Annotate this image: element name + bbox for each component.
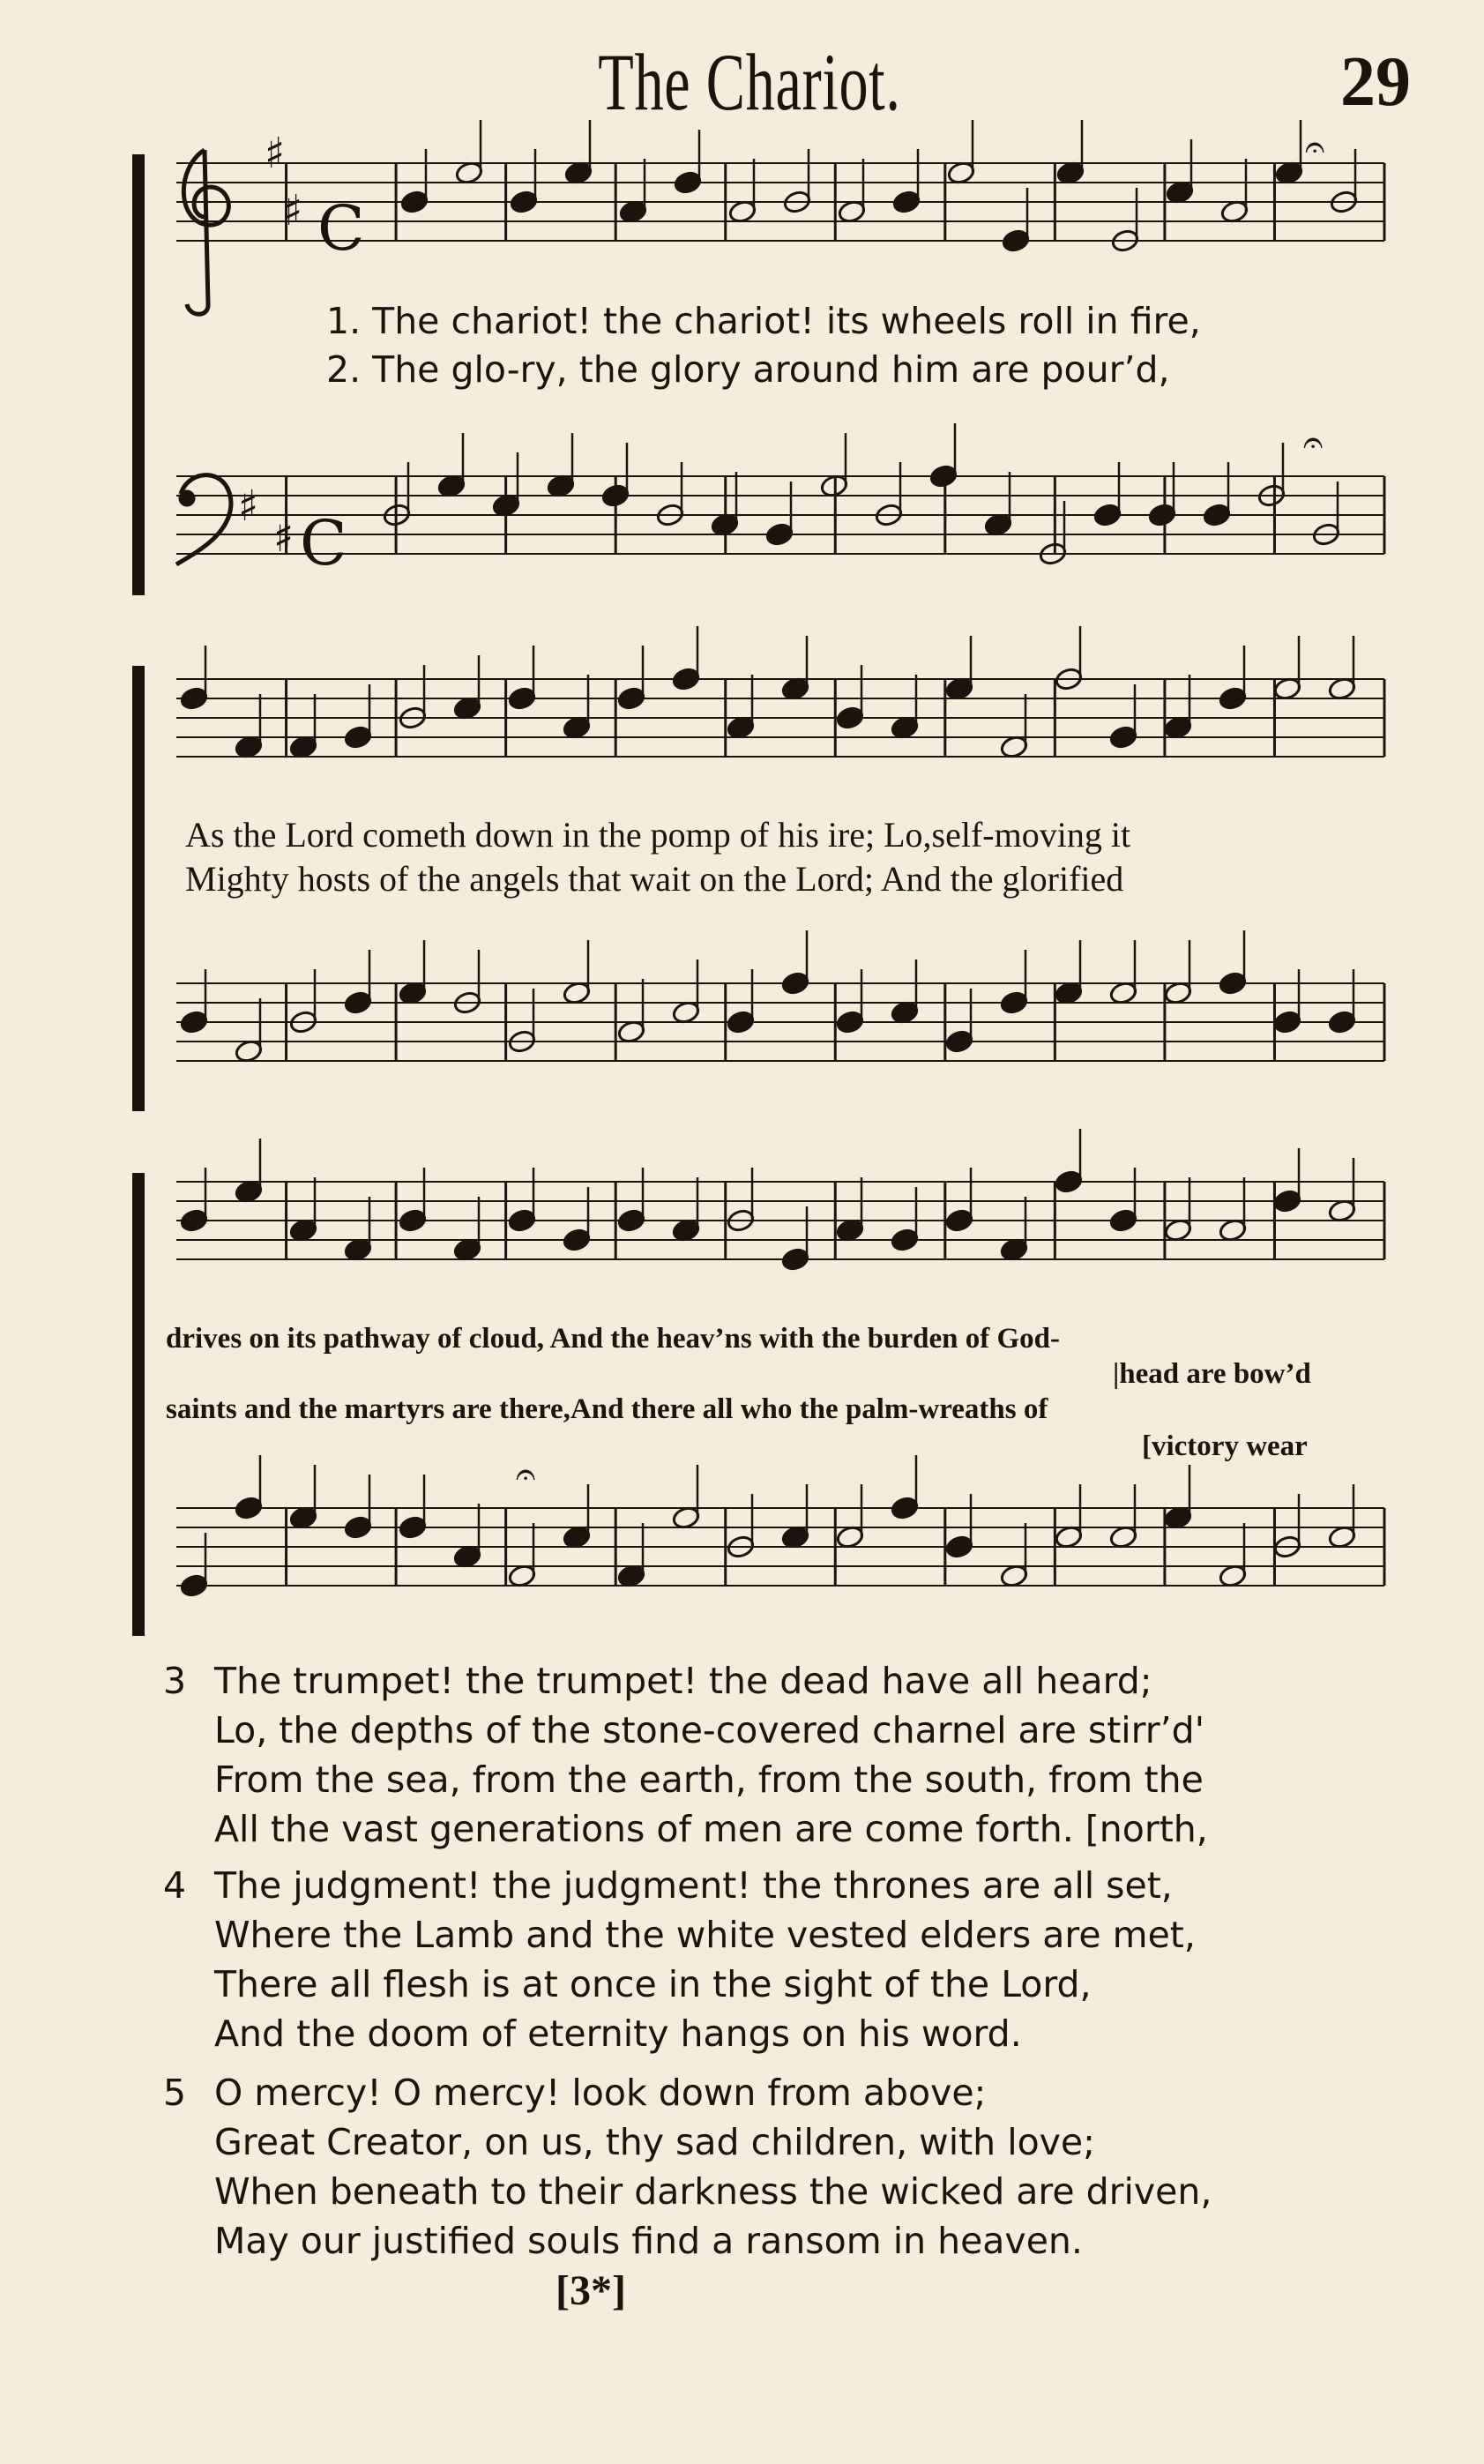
note-head xyxy=(1054,981,1083,1005)
note-head xyxy=(710,512,739,537)
note-head xyxy=(1147,503,1176,527)
note-head xyxy=(944,1029,973,1054)
note-head xyxy=(436,474,466,498)
verse-line: Where the Lamb and the white vested elders are met, xyxy=(214,1914,1196,1956)
note-head xyxy=(1218,971,1247,996)
note-head xyxy=(999,990,1028,1015)
note-head xyxy=(616,1019,645,1044)
note-head xyxy=(1163,1218,1192,1243)
note-head xyxy=(562,1228,591,1252)
system-braces xyxy=(132,154,145,1636)
note-head xyxy=(890,1496,919,1520)
note-head xyxy=(1092,503,1122,527)
note-head xyxy=(1163,981,1192,1005)
note-head xyxy=(1327,1010,1356,1034)
note-head xyxy=(343,990,372,1015)
note-head xyxy=(1327,676,1356,701)
verse-line: The judgment! the judgment! the thrones are all set, xyxy=(214,1864,1173,1907)
note-head xyxy=(999,1564,1028,1588)
note-head xyxy=(671,1218,700,1243)
note-head xyxy=(546,474,575,498)
note-head xyxy=(1163,715,1192,740)
verse-line: Great Creator, on us, thy sad children, with love; xyxy=(214,2121,1095,2163)
note-head xyxy=(1108,981,1137,1005)
note-head xyxy=(837,199,866,224)
note-head xyxy=(1108,1208,1137,1233)
note-head xyxy=(288,735,317,759)
verse-line: May our justified souls find a ransom in heaven. xyxy=(214,2220,1083,2262)
note-head xyxy=(780,1525,809,1549)
verse-line: All the vast generations of men are come forth. [north, xyxy=(214,1808,1208,1850)
note-head xyxy=(944,1534,973,1559)
verse-line: From the sea, from the earth, from the south, from the xyxy=(214,1758,1204,1801)
note-head xyxy=(507,686,536,711)
page-title: The Chariot. xyxy=(598,37,901,127)
note-head xyxy=(1272,676,1301,701)
note-head xyxy=(671,1505,700,1530)
note-head xyxy=(234,1179,263,1204)
note-head xyxy=(507,1208,536,1233)
note-head xyxy=(835,1525,864,1549)
note-head xyxy=(671,667,700,691)
note-head xyxy=(890,1000,919,1025)
note-head xyxy=(399,190,429,214)
note-head xyxy=(1272,1010,1301,1034)
note-head xyxy=(780,971,809,996)
note-head xyxy=(452,1237,481,1262)
note-head xyxy=(946,161,975,185)
fermata-icon: 𝄐 xyxy=(516,1454,536,1495)
sharp-icon: ♯ xyxy=(282,186,303,235)
verse-line: The trumpet! the trumpet! the dead have all heard; xyxy=(214,1660,1152,1702)
system2-lyric-verse1: As the Lord cometh down in the pomp of his ire; Lo,self-moving it xyxy=(185,815,1131,855)
note-head xyxy=(890,715,919,740)
note-head xyxy=(1001,228,1030,253)
note-head xyxy=(452,696,481,721)
note-head xyxy=(234,735,263,759)
system2-bracket xyxy=(132,666,145,1111)
sharp-icon: ♯ xyxy=(273,512,295,562)
note-head xyxy=(1218,686,1247,711)
fermata-icon: 𝄐 xyxy=(1303,422,1324,463)
note-head xyxy=(1108,725,1137,750)
system3-lyric-verse2: saints and the martyrs are there,And there all who the palm-wreaths of xyxy=(166,1393,1048,1425)
bass-clef-icon xyxy=(176,475,231,564)
note-head xyxy=(179,1010,208,1034)
note-head xyxy=(288,1218,317,1243)
system2-lyric-verse2: Mighty hosts of the angels that wait on the Lord; And the glorified xyxy=(185,859,1124,899)
treble-clef-icon xyxy=(183,150,228,314)
note-head xyxy=(999,1237,1028,1262)
verse-line: O mercy! O mercy! look down from above; xyxy=(214,2072,987,2114)
note-head xyxy=(726,715,755,740)
note-head xyxy=(983,512,1012,537)
verse-line: When beneath to their darkness the wicked are driven, xyxy=(214,2170,1212,2213)
note-head xyxy=(454,161,483,185)
note-head xyxy=(398,1515,427,1540)
note-head xyxy=(398,1208,427,1233)
note-head xyxy=(343,725,372,750)
note-head xyxy=(1202,503,1231,527)
system3-lyric-verse1: drives on its pathway of cloud, And the heav’ns with the burden of God- xyxy=(166,1323,1060,1355)
bass-clef-dot-icon xyxy=(181,492,193,504)
sharp-icon: ♯ xyxy=(265,129,286,178)
note-head xyxy=(835,706,864,730)
note-head xyxy=(726,1010,755,1034)
note-head xyxy=(618,199,647,224)
system1-lyric-verse1: 1. The chariot! the chariot! its wheels roll in fire, xyxy=(326,300,1201,342)
fermata-icon: 𝄐 xyxy=(1305,127,1325,168)
note-head xyxy=(1219,199,1249,224)
note-head xyxy=(398,981,427,1005)
note-head xyxy=(1054,1525,1083,1549)
note-head xyxy=(890,1228,919,1252)
note-head xyxy=(1272,1189,1301,1213)
note-head xyxy=(673,170,702,195)
note-head xyxy=(1108,1525,1137,1549)
note-head xyxy=(179,1573,208,1598)
sharp-icon: ♯ xyxy=(238,482,259,531)
note-head xyxy=(616,686,645,711)
note-head xyxy=(780,676,809,701)
note-head xyxy=(780,1247,809,1272)
verse-line: There all flesh is at once in the sight of the Lord, xyxy=(214,1963,1092,2005)
note-head xyxy=(343,1515,372,1540)
system3-bracket xyxy=(132,1173,145,1636)
note-head xyxy=(616,1564,645,1588)
note-head xyxy=(835,1010,864,1034)
note-head xyxy=(1055,161,1085,185)
note-head xyxy=(1327,1198,1356,1223)
system1-lyric-verse2: 2. The glo-ry, the glory around him are pour’d, xyxy=(326,348,1170,391)
page-number: 29 xyxy=(1340,43,1411,121)
note-head xyxy=(562,981,591,1005)
note-head xyxy=(944,1208,973,1233)
signature-mark: [3*] xyxy=(556,2267,626,2314)
note-head xyxy=(234,1039,263,1064)
system3-lyric-verse1-turnover: |head are bow’d xyxy=(1113,1358,1311,1390)
note-head xyxy=(179,1208,208,1233)
clefs xyxy=(176,150,231,564)
note-head xyxy=(928,464,958,489)
note-head xyxy=(727,199,757,224)
verse-number: 5 xyxy=(163,2072,187,2114)
verse-number: 4 xyxy=(163,1864,187,1907)
note-head xyxy=(343,1237,372,1262)
common-time-icon: C xyxy=(300,507,347,579)
note-head xyxy=(1218,1564,1247,1588)
note-head xyxy=(491,493,520,518)
note-head xyxy=(999,735,1028,759)
system3-lyric-verse2-turnover: [victory wear xyxy=(1142,1430,1308,1462)
note-head xyxy=(179,686,208,711)
note-head xyxy=(1274,161,1303,185)
note-head xyxy=(764,522,794,547)
note-head xyxy=(1218,1218,1247,1243)
verse-number: 3 xyxy=(163,1660,187,1702)
system1-bracket xyxy=(132,154,145,595)
note-head xyxy=(671,1000,700,1025)
note-head xyxy=(562,715,591,740)
note-head xyxy=(944,676,973,701)
note-head xyxy=(452,1544,481,1569)
verse-line: And the doom of eternity hangs on his word. xyxy=(214,2012,1022,2055)
note-head xyxy=(563,161,593,185)
note-head xyxy=(1054,1169,1083,1194)
note-head xyxy=(288,1505,317,1530)
note-head xyxy=(1327,1525,1356,1549)
note-head xyxy=(616,1208,645,1233)
note-head xyxy=(835,1218,864,1243)
note-head xyxy=(600,483,630,508)
note-head xyxy=(507,1564,536,1588)
note-head xyxy=(509,190,538,214)
note-head xyxy=(891,190,921,214)
note-head xyxy=(234,1496,263,1520)
note-head xyxy=(1165,180,1194,205)
note-head xyxy=(562,1525,591,1549)
note-head xyxy=(1163,1505,1192,1530)
verse-line: Lo, the depths of the stone-covered charnel are stirr’d' xyxy=(214,1709,1204,1751)
common-time-icon: C xyxy=(317,192,365,265)
